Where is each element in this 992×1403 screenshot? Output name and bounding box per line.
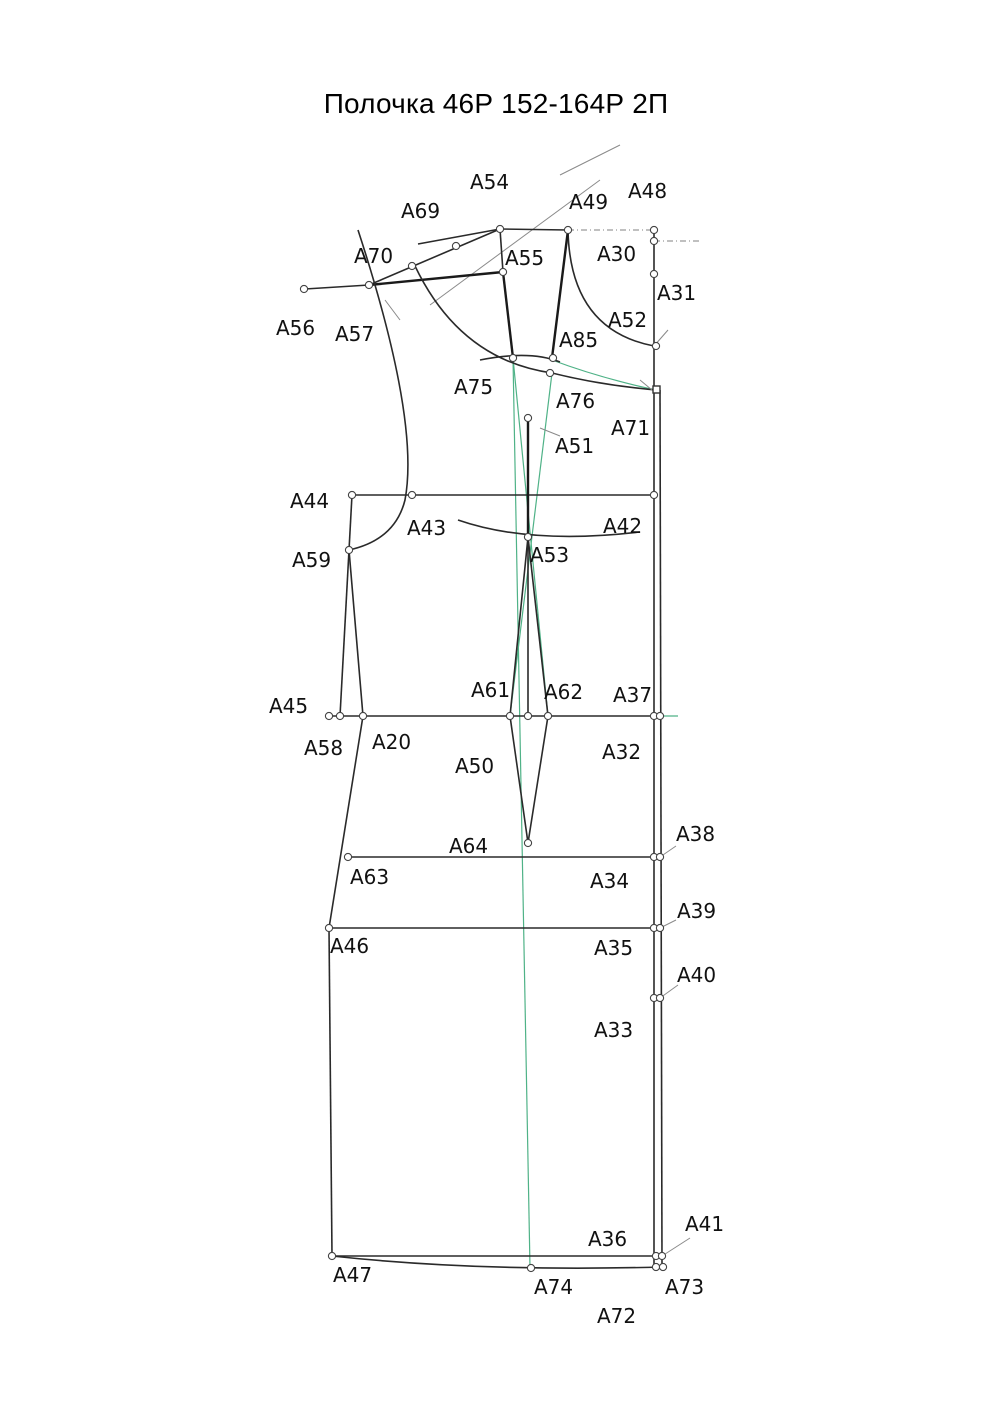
point-label: A38 bbox=[676, 822, 716, 846]
point-marker bbox=[656, 994, 663, 1001]
side-seam-upper bbox=[340, 495, 352, 716]
point-label: A59 bbox=[292, 548, 332, 572]
point-marker bbox=[344, 853, 351, 860]
point-marker bbox=[656, 924, 663, 931]
point-marker bbox=[650, 270, 657, 277]
point-label: A20 bbox=[372, 730, 412, 754]
point-marker bbox=[650, 491, 657, 498]
point-label: A33 bbox=[594, 1018, 634, 1042]
construction-line bbox=[560, 145, 620, 175]
point-label: A30 bbox=[597, 242, 637, 266]
point-marker bbox=[365, 281, 372, 288]
point-marker bbox=[325, 712, 332, 719]
point-marker bbox=[524, 839, 531, 846]
point-marker bbox=[524, 712, 531, 719]
point-marker bbox=[506, 712, 513, 719]
point-marker bbox=[325, 924, 332, 931]
dart-left-leg bbox=[503, 272, 513, 358]
point-marker bbox=[345, 546, 352, 553]
point-marker bbox=[650, 237, 657, 244]
point-label: A57 bbox=[335, 322, 375, 346]
armhole-guide-curve bbox=[552, 360, 656, 390]
point-marker bbox=[452, 242, 459, 249]
point-label: A45 bbox=[269, 694, 309, 718]
point-label: A52 bbox=[608, 308, 648, 332]
point-label: A85 bbox=[559, 328, 599, 352]
point-label: A47 bbox=[333, 1263, 373, 1287]
point-label: A37 bbox=[613, 683, 653, 707]
dart-top bbox=[500, 229, 503, 272]
point-label: A75 bbox=[454, 375, 494, 399]
point-marker bbox=[348, 491, 355, 498]
point-label: A64 bbox=[449, 834, 489, 858]
point-label: A32 bbox=[602, 740, 642, 764]
point-label: A46 bbox=[330, 934, 370, 958]
point-marker bbox=[300, 285, 307, 292]
center-front-allowance bbox=[660, 390, 662, 1267]
point-marker bbox=[658, 1252, 665, 1259]
shoulder-ext-left bbox=[305, 285, 369, 289]
shoulder-extension bbox=[418, 229, 500, 244]
point-label: A61 bbox=[471, 678, 511, 702]
point-marker bbox=[546, 369, 553, 376]
point-label: A73 bbox=[665, 1275, 705, 1299]
point-marker bbox=[650, 226, 657, 233]
dart-arc bbox=[480, 355, 560, 362]
point-label: A56 bbox=[276, 316, 316, 340]
construction-line bbox=[385, 300, 400, 320]
point-marker bbox=[359, 712, 366, 719]
point-marker bbox=[408, 262, 415, 269]
side-seam-skirt bbox=[329, 928, 332, 1256]
point-label: A69 bbox=[401, 199, 441, 223]
point-label: A74 bbox=[534, 1275, 574, 1299]
point-label: A31 bbox=[657, 281, 697, 305]
point-marker bbox=[336, 712, 343, 719]
point-marker bbox=[328, 1252, 335, 1259]
point-label: A40 bbox=[677, 963, 717, 987]
hem-curve bbox=[332, 1256, 662, 1268]
point-label: A42 bbox=[603, 514, 643, 538]
point-marker bbox=[496, 225, 503, 232]
point-label: A55 bbox=[505, 246, 545, 270]
leader-line bbox=[662, 1238, 690, 1256]
point-label: A58 bbox=[304, 736, 344, 760]
point-label: A63 bbox=[350, 865, 390, 889]
point-label: A35 bbox=[594, 936, 634, 960]
point-marker bbox=[564, 226, 571, 233]
point-marker bbox=[408, 491, 415, 498]
lower-dart-right bbox=[528, 716, 548, 843]
point-marker bbox=[549, 354, 556, 361]
point-label: A50 bbox=[455, 754, 495, 778]
point-marker bbox=[656, 853, 663, 860]
point-label: A76 bbox=[556, 389, 596, 413]
point-label: A49 bbox=[569, 190, 609, 214]
point-marker bbox=[656, 712, 663, 719]
lower-dart-left bbox=[510, 716, 528, 843]
shoulder-line bbox=[500, 229, 568, 230]
point-marker bbox=[652, 342, 659, 349]
shoulder-bold bbox=[369, 272, 503, 285]
point-label: A62 bbox=[544, 680, 584, 704]
point-marker bbox=[527, 1264, 534, 1271]
point-label: A53 bbox=[530, 543, 570, 567]
point-label: A44 bbox=[290, 489, 330, 513]
point-label: A72 bbox=[597, 1304, 637, 1328]
armhole-curve bbox=[349, 230, 408, 550]
point-label: A34 bbox=[590, 869, 630, 893]
page-title: Полочка 46Р 152-164Р 2П bbox=[323, 88, 669, 119]
point-label: A39 bbox=[677, 899, 717, 923]
point-label: A70 bbox=[354, 244, 394, 268]
point-label: A41 bbox=[685, 1212, 725, 1236]
side-seam-dart bbox=[349, 550, 363, 716]
point-label: A43 bbox=[407, 516, 447, 540]
point-marker bbox=[544, 712, 551, 719]
point-label: A54 bbox=[470, 170, 510, 194]
point-marker bbox=[524, 533, 531, 540]
point-marker bbox=[509, 354, 516, 361]
point-label: A36 bbox=[588, 1227, 628, 1251]
point-marker bbox=[659, 1263, 666, 1270]
point-label: A71 bbox=[611, 416, 651, 440]
point-label: A48 bbox=[628, 179, 668, 203]
point-marker bbox=[524, 414, 531, 421]
point-label: A51 bbox=[555, 434, 595, 458]
point-marker-square bbox=[653, 386, 660, 393]
point-marker bbox=[652, 1263, 659, 1270]
